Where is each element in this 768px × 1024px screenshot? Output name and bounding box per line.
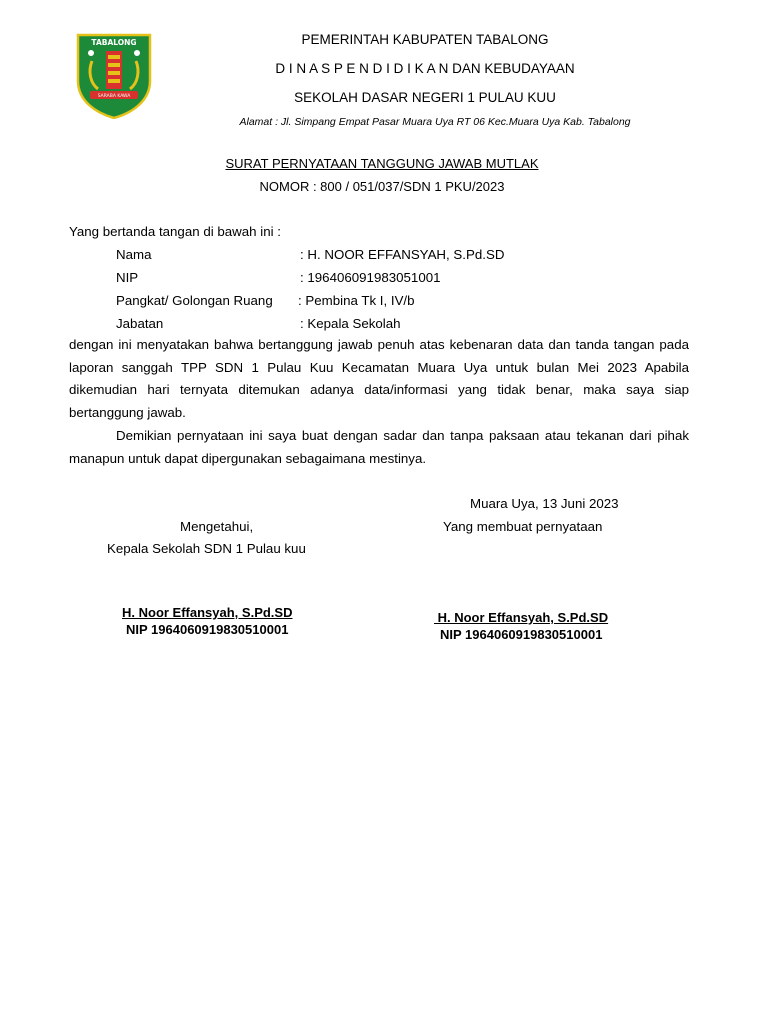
field-value-nip: : 196406091983051001: [300, 270, 441, 285]
field-value-rank: : Pembina Tk I, IV/b: [298, 293, 415, 308]
intro-text: Yang bertanda tangan di bawah ini :: [69, 224, 281, 239]
field-label-nip: NIP: [116, 270, 139, 285]
left-signer-nip: NIP 1964060919830510001: [126, 622, 289, 637]
letterhead-address: Alamat : Jl. Simpang Empat Pasar Muara Uya RT 06 Kec.Muara Uya Kab. Tabalong: [239, 116, 631, 128]
regency-emblem-logo: [76, 33, 152, 119]
field-label-position: Jabatan: [116, 316, 164, 331]
letterhead-department: D I N A S P E N D I D I K A N DAN KEBUDAYAAN: [275, 61, 575, 76]
place-date: Muara Uya, 13 Juni 2023: [470, 496, 619, 511]
field-value-position: : Kepala Sekolah: [300, 316, 401, 331]
letterhead-school: SEKOLAH DASAR NEGERI 1 PULAU KUU: [294, 90, 556, 105]
letter-number: NOMOR : 800 / 051/037/SDN 1 PKU/2023: [259, 179, 505, 194]
field-value-name: : H. NOOR EFFANSYAH, S.Pd.SD: [300, 247, 505, 262]
left-signature-label: Mengetahui,: [180, 519, 254, 534]
letterhead-government: PEMERINTAH KABUPATEN TABALONG: [301, 32, 549, 47]
field-label-name: Nama: [116, 247, 152, 262]
letter-title: SURAT PERNYATAAN TANGGUNG JAWAB MUTLAK: [225, 156, 539, 171]
left-signature-position: Kepala Sekolah SDN 1 Pulau kuu: [107, 541, 306, 556]
logo-text: TABALONG: [91, 38, 137, 47]
right-signer-name: H. Noor Effansyah, S.Pd.SD: [434, 610, 609, 625]
right-signature-label: Yang membuat pernyataan: [443, 519, 603, 534]
left-signer-name: H. Noor Effansyah, S.Pd.SD: [122, 605, 293, 620]
logo-banner-text: SARABA KAWA: [97, 94, 131, 99]
field-label-rank: Pangkat/ Golongan Ruang: [116, 293, 273, 308]
right-signer-nip: NIP 1964060919830510001: [440, 627, 603, 642]
statement-paragraph: dengan ini menyatakan bahwa bertanggung jawab penuh atas kebenaran data dan tanda tangan pada laporan sanggah TPP SDN 1 Pulau Kuu Kecamatan Muara Uya untuk bulan Mei 2023 Apabila dikemudian hari ternyata ditemukan adanya data/informasi yang tidak benar, maka saya siap bertanggung jawab.: [69, 337, 689, 421]
closing-paragraph: Demikian pernyataan ini saya buat dengan sadar dan tanpa paksaan atau tekanan dari pihak manapun untuk dapat dipergunakan sebagaimana mestinya.: [69, 428, 689, 466]
